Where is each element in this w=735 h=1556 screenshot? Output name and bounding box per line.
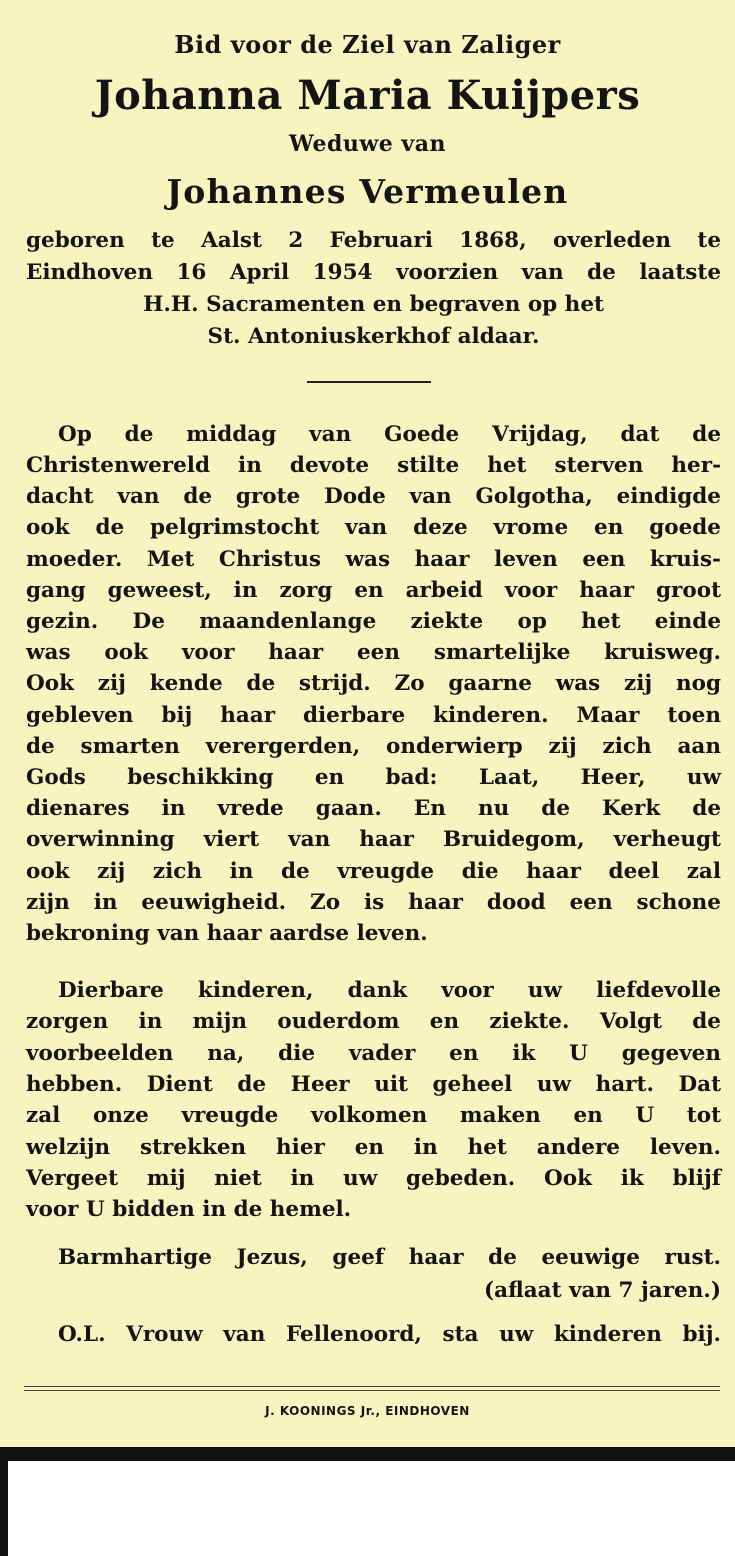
- paragraph-line: was ook voor haar een smartelijke kruisweg.: [26, 640, 721, 665]
- invocation-heading: Bid voor de Ziel van Zaliger: [174, 30, 561, 59]
- paragraph-line: gezin. De maandenlange ziekte op het einde: [26, 609, 721, 634]
- paragraph-line: Vergeet mij niet in uw gebeden. Ook ik blijf: [26, 1166, 721, 1191]
- relation-label: Weduwe van: [289, 131, 446, 157]
- paragraph-line: Christenwereld in devote stilte het sterven her-: [26, 453, 721, 478]
- biography-line: geboren te Aalst 2 Februari 1868, overleden te: [26, 228, 721, 253]
- paragraph-line: dacht van de grote Dode van Golgotha, eindigde: [26, 484, 721, 509]
- paragraph-line: zijn in eeuwigheid. Zo is haar dood een schone: [26, 890, 721, 915]
- paragraph-line: Op de middag van Goede Vrijdag, dat de: [58, 422, 721, 447]
- paragraph-line: zorgen in mijn ouderdom en ziekte. Volgt de: [26, 1009, 721, 1034]
- biography-line: H.H. Sacramenten en begraven op het: [143, 292, 604, 317]
- printer-credit: J. KOONINGS Jr., EINDHOVEN: [265, 1404, 470, 1418]
- paragraph-line: gang geweest, in zorg en arbeid voor haar groot: [26, 578, 721, 603]
- paragraph-line: gebleven bij haar dierbare kinderen. Maar toen: [26, 703, 721, 728]
- prayer-line: Barmhartige Jezus, geef haar de eeuwige rust.: [58, 1245, 721, 1270]
- paragraph-line: Ook zij kende de strijd. Zo gaarne was zij nog: [26, 671, 721, 696]
- spouse-name: Johannes Vermeulen: [166, 172, 569, 211]
- biography-line: St. Antoniuskerkhof aldaar.: [207, 324, 540, 349]
- paragraph-line: ook zij zich in de vreugde die haar deel zal: [26, 859, 721, 884]
- scan-border: [0, 1447, 735, 1461]
- scan-border: [0, 1461, 8, 1556]
- indulgence-note: (aflaat van 7 jaren.): [483, 1278, 721, 1303]
- paragraph-line: voorbeelden na, die vader en ik U gegeven: [26, 1041, 721, 1066]
- paragraph-line: welzijn strekken hier en in het andere leven.: [26, 1135, 721, 1160]
- divider: [307, 381, 431, 383]
- paragraph-line: overwinning viert van haar Bruidegom, verheugt: [26, 827, 721, 852]
- paragraph-line: Dierbare kinderen, dank voor uw liefdevolle: [58, 978, 721, 1003]
- paragraph-line: hebben. Dient de Heer uit geheel uw hart. Dat: [26, 1072, 721, 1097]
- deceased-name: Johanna Maria Kuijpers: [94, 72, 641, 119]
- prayer-line: O.L. Vrouw van Fellenoord, sta uw kinderen bij.: [58, 1322, 721, 1347]
- paragraph-line: moeder. Met Christus was haar leven een kruis-: [26, 547, 721, 572]
- paragraph-line: voor U bidden in de hemel.: [26, 1197, 352, 1222]
- biography-line: Eindhoven 16 April 1954 voorzien van de laatste: [26, 260, 721, 285]
- paragraph-line: de smarten verergerden, onderwierp zij zich aan: [26, 734, 721, 759]
- divider: [24, 1386, 720, 1387]
- paragraph-line: Gods beschikking en bad: Laat, Heer, uw: [26, 765, 721, 790]
- paragraph-line: bekroning van haar aardse leven.: [26, 921, 428, 946]
- paragraph-line: ook de pelgrimstocht van deze vrome en goede: [26, 515, 721, 540]
- divider: [24, 1390, 720, 1391]
- paragraph-line: dienares in vrede gaan. En nu de Kerk de: [26, 796, 721, 821]
- paragraph-line: zal onze vreugde volkomen maken en U tot: [26, 1103, 721, 1128]
